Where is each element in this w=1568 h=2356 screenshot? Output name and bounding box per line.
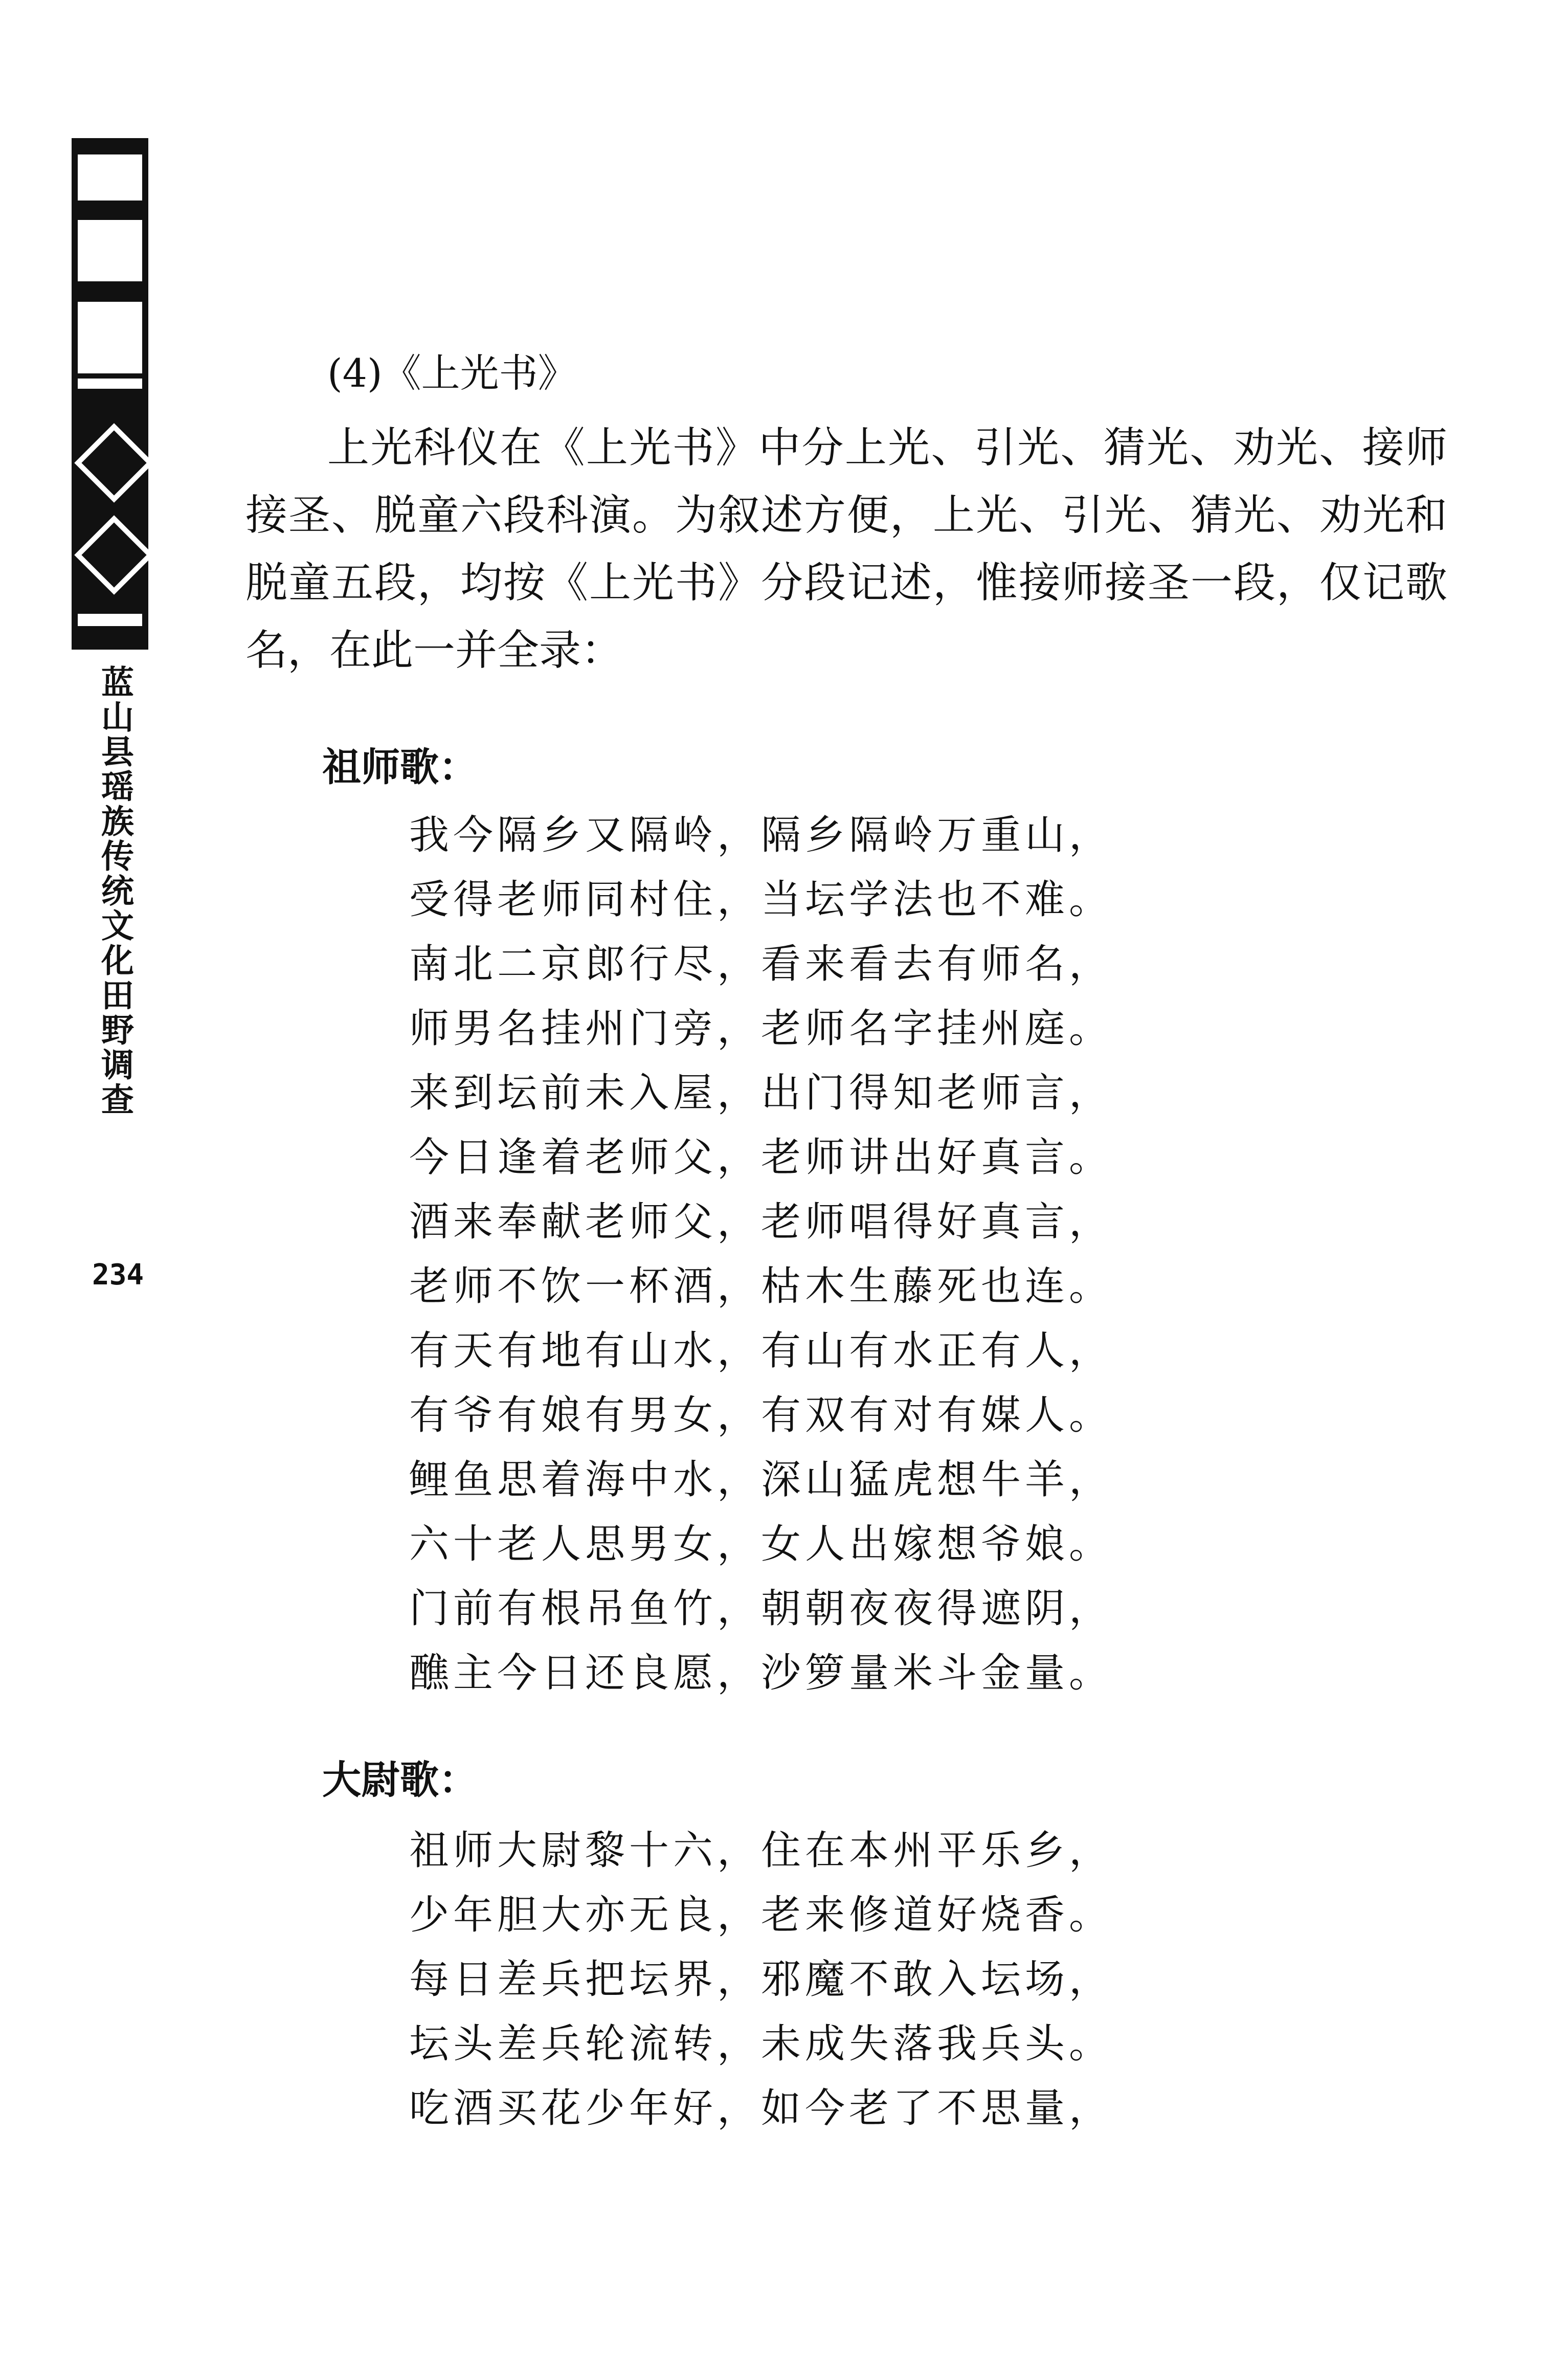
verse-line: 六十老人思男女，女人出嫁想爷娘。 [409, 1521, 1113, 1567]
intro-paragraph: 上光科仪在《上光书》中分上光、引光、猜光、劝光、接师接圣、脱童六段科演。为叙述方便，上光、引光、猜光、劝光和脱童五段，均按《上光书》分段记述，惟接师接圣一段，仅记歌名，在此一并全录： [245, 424, 1447, 675]
verse-line: 南北二京郎行尽，看来看去有师名， [409, 941, 1113, 987]
verse-line: 我今隔乡又隔岭，隔乡隔岭万重山， [409, 812, 1113, 858]
verse-line: 吃酒买花少年好，如今老了不思量， [409, 2085, 1113, 2131]
verse-line: 师男名挂州门旁，老师名字挂州庭。 [409, 1006, 1113, 1052]
verse-line: 有爷有娘有男女，有双有对有媒人。 [409, 1392, 1113, 1438]
ribbon-band [78, 614, 142, 626]
verse-line: 醮主今日还良愿，沙箩量米斗金量。 [409, 1650, 1113, 1696]
verse-line: 今日逢着老师父，老师讲出好真言。 [409, 1135, 1113, 1181]
song-title: 祖师歌： [322, 744, 478, 790]
verse-line: 鲤鱼思着海中水，深山猛虎想牛羊， [409, 1457, 1113, 1503]
song-verses [409, 803, 1125, 1705]
book-title-vertical: 蓝山县瑶族传统文化田野调查 [96, 665, 133, 1117]
verse-line: 门前有根吊鱼竹，朝朝夜夜得遮阴， [409, 1586, 1113, 1632]
verse-line: 每日差兵把坛界，邪魔不敢入坛场， [409, 1957, 1113, 2003]
page-number: 234 [92, 1258, 144, 1292]
verse-line: 来到坛前未入屋，出门得知老师言， [409, 1070, 1113, 1116]
ribbon-band [78, 220, 142, 281]
ribbon-diamond-pattern [74, 423, 154, 503]
verse-line: 祖师大尉黎十六，住在本州平乐乡， [409, 1828, 1113, 1874]
ribbon-diamond-pattern [74, 515, 154, 595]
song-title: 大尉歌： [322, 1757, 478, 1803]
decorative-ribbon [72, 138, 148, 650]
ribbon-band [78, 302, 142, 373]
verse-line: 少年胆大亦无良，老来修道好烧香。 [409, 1892, 1113, 1938]
verse-line: 受得老师同村住，当坛学法也不难。 [409, 877, 1113, 923]
section-heading: (4)《上光书》 [327, 350, 577, 396]
verse-line: 老师不饮一杯酒，枯木生藤死也连。 [409, 1263, 1113, 1309]
verse-line: 坛头差兵轮流转，未成失落我兵头。 [409, 2021, 1113, 2067]
verse-line: 有天有地有山水，有山有水正有人， [409, 1328, 1113, 1374]
ribbon-band [78, 379, 142, 389]
verse-line: 酒来奉献老师父，老师唱得好真言， [409, 1199, 1113, 1245]
song-verses [409, 1818, 1125, 2141]
ribbon-band [78, 154, 142, 201]
